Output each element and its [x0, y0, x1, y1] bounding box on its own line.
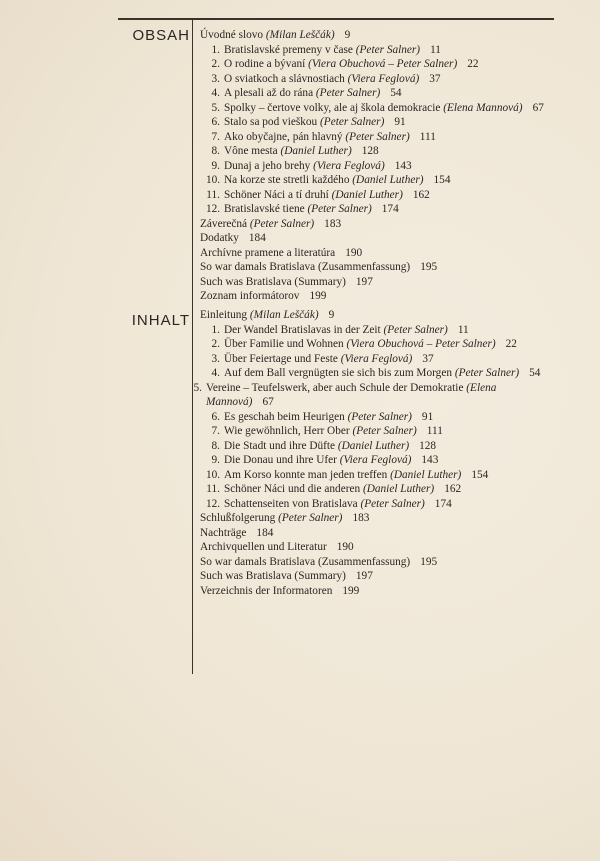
toc-entry-page: 184 — [248, 232, 266, 244]
toc-entry-title: Einleitung — [200, 309, 248, 321]
toc-entry — [200, 308, 560, 323]
toc-entry-page: 190 — [336, 541, 354, 553]
toc-entry-author: (Elena Mannová) — [206, 381, 497, 408]
toc-entry-title: Es geschah beim Heurigen — [224, 410, 345, 423]
toc-entry — [200, 130, 560, 145]
toc-entry-number: 1. — [211, 43, 220, 56]
toc-entry — [200, 289, 560, 304]
toc-entry-author: (Daniel Luther) — [390, 468, 462, 481]
toc-entry-page: 128 — [419, 439, 437, 452]
toc-entry-number: 12. — [206, 203, 221, 215]
toc-entry-number: 9. — [211, 159, 220, 172]
top-rule — [118, 18, 554, 20]
toc-entry-number: 11. — [206, 483, 220, 495]
toc-entry-page: 91 — [421, 410, 434, 423]
toc-entry-number: 10. — [206, 468, 221, 481]
toc-entry-number: 5. — [193, 381, 202, 394]
toc-entry — [200, 188, 560, 203]
toc-entry-page: 143 — [394, 159, 412, 172]
toc-entry-page: 54 — [390, 87, 402, 99]
toc-entry-author: (Daniel Luther) — [331, 188, 403, 201]
toc-entry-page: 190 — [345, 246, 363, 259]
toc-entry — [200, 453, 560, 468]
toc-entry-number: 8. — [211, 145, 220, 157]
toc-entry — [200, 584, 560, 599]
toc-entry-title: Die Stadt und ihre Düfte — [224, 439, 336, 452]
toc-entry-number: 6. — [211, 116, 220, 128]
toc-entry — [193, 381, 560, 410]
toc-entry-title: Wie gewöhnlich, Herr Ober — [224, 425, 350, 437]
toc-entry — [200, 569, 560, 584]
toc-entry-number: 7. — [211, 425, 220, 437]
toc-entry-title: Zoznam informátorov — [200, 290, 300, 302]
toc-entry-title: Vereine – Teufelswerk, aber auch Schule der Demokratie — [206, 381, 464, 394]
toc-entry-title: Nachträge — [200, 526, 247, 539]
toc-entry-number: 3. — [211, 352, 220, 365]
toc-entry-title: Úvodné slovo — [200, 29, 264, 41]
toc-entry — [200, 173, 560, 188]
toc-entry-title: Dodatky — [200, 232, 239, 244]
obsah-toc — [200, 28, 560, 304]
toc-entry-page: 199 — [309, 290, 327, 302]
toc-entry-author: (Peter Salner) — [454, 367, 520, 379]
toc-entry-title: Ako obyčajne, pán hlavný — [224, 130, 343, 143]
toc-entry-page: 162 — [412, 188, 430, 201]
toc-entry — [200, 159, 560, 174]
toc-entry-page: 199 — [342, 584, 360, 597]
toc-entry-author: (Milan Leščák) — [265, 29, 335, 41]
toc-entry-page: 197 — [355, 275, 373, 288]
toc-entry — [200, 366, 560, 381]
toc-entry — [200, 231, 560, 246]
toc-entry-title: Schöner Náci und die anderen — [224, 483, 361, 495]
toc-entry-author: (Daniel Luther) — [337, 439, 410, 452]
toc-entry-author: (Elena Mannová) — [443, 101, 523, 114]
toc-entry-page: 37 — [422, 352, 434, 365]
toc-entry-author: (Viera Feglová) — [339, 454, 412, 466]
toc-entry — [200, 246, 560, 261]
toc-entry-page: 54 — [529, 367, 541, 379]
inhalt-toc — [193, 308, 560, 598]
toc-entry-page: 154 — [433, 174, 451, 186]
toc-entry-page: 11 — [430, 43, 441, 56]
toc-entry-author: (Peter Salner) — [320, 116, 385, 128]
toc-entry-author: (Peter Salner) — [315, 87, 381, 99]
toc-entry-page: 37 — [429, 72, 441, 85]
toc-entry-page: 11 — [457, 323, 469, 336]
toc-entry-page: 128 — [361, 145, 379, 157]
toc-entry — [200, 540, 560, 555]
toc-entry-page: 154 — [471, 468, 489, 481]
toc-entry-page: 111 — [426, 425, 443, 437]
toc-entry-author: (Peter Salner) — [347, 410, 412, 423]
toc-entry — [200, 28, 560, 43]
toc-entry — [200, 115, 560, 130]
toc-entry-number: 2. — [211, 58, 220, 70]
toc-entry-page: 174 — [434, 497, 452, 510]
toc-entry-page: 67 — [262, 396, 274, 408]
toc-entry-title: Bratislavské tiene — [224, 203, 305, 215]
toc-entry-number: 4. — [211, 87, 220, 99]
toc-entry-title: A plesali až do rána — [224, 87, 314, 99]
toc-entry-page: 111 — [419, 130, 436, 143]
toc-entry-page: 174 — [381, 203, 399, 215]
toc-entry-number: 12. — [206, 497, 221, 510]
toc-entry — [200, 217, 560, 232]
toc-entry-author: (Viera Obuchová – Peter Salner) — [308, 58, 458, 70]
toc-entry-author: (Peter Salner) — [345, 130, 410, 143]
toc-entry-page: 183 — [324, 217, 342, 230]
toc-entry — [200, 260, 560, 275]
toc-entry-title: O sviatkoch a slávnostiach — [224, 72, 345, 85]
toc-entry-title: Such was Bratislava (Summary) — [200, 275, 346, 288]
toc-entry — [200, 439, 560, 454]
toc-entry — [200, 555, 560, 570]
toc-entry-page: 143 — [421, 454, 439, 466]
toc-entry-page: 9 — [344, 29, 351, 41]
toc-entry — [200, 101, 560, 116]
toc-entry-title: So war damals Bratislava (Zusammenfassung) — [200, 261, 411, 273]
toc-entry — [200, 86, 560, 101]
toc-entry-number: 1. — [211, 323, 220, 336]
toc-entry-title: O rodine a bývaní — [224, 58, 306, 70]
toc-entry-page: 197 — [355, 570, 373, 582]
toc-entry — [200, 57, 560, 72]
toc-entry-author: (Viera Obuchová – Peter Salner) — [346, 338, 496, 350]
toc-entry-number: 3. — [211, 72, 220, 85]
toc-entry-title: Schlußfolgerung — [200, 512, 276, 524]
toc-entry — [200, 511, 560, 526]
toc-entry — [200, 202, 560, 217]
toc-entry-title: Archivquellen und Literatur — [200, 541, 327, 553]
toc-entry-number: 7. — [211, 130, 220, 143]
toc-entry — [200, 497, 560, 512]
toc-entry-author: (Daniel Luther) — [352, 174, 424, 186]
toc-entry-title: Such was Bratislava (Summary) — [200, 570, 346, 582]
toc-entry — [200, 323, 560, 338]
toc-entry — [200, 43, 560, 58]
toc-entry-title: Der Wandel Bratislavas in der Zeit — [224, 323, 381, 336]
toc-entry-author: (Daniel Luther) — [280, 145, 352, 157]
toc-entry-page: 22 — [505, 338, 517, 350]
toc-entry-author: (Peter Salner) — [360, 497, 425, 510]
toc-entry-number: 5. — [211, 101, 220, 114]
toc-entry-number: 6. — [211, 410, 220, 423]
toc-entry — [200, 337, 560, 352]
toc-entry-page: 67 — [532, 101, 544, 114]
toc-entry-page: 184 — [256, 526, 274, 539]
toc-entry-author: (Milan Leščák) — [249, 309, 319, 321]
toc-entry-author: (Viera Feglová) — [340, 352, 413, 365]
toc-entry-title: Schattenseiten von Bratislava — [224, 497, 358, 510]
toc-entry — [200, 410, 560, 425]
toc-entry-author: (Peter Salner) — [352, 425, 417, 437]
toc-entry-page: 195 — [420, 555, 438, 568]
toc-entry — [200, 144, 560, 159]
vertical-rule — [192, 19, 193, 674]
toc-entry-author: (Peter Salner) — [249, 217, 315, 230]
toc-entry-title: Bratislavské premeny v čase — [224, 43, 353, 56]
toc-entry-title: Záverečná — [200, 217, 248, 230]
toc-entry-author: (Peter Salner) — [278, 512, 343, 524]
toc-entry — [200, 482, 560, 497]
toc-entry-title: So war damals Bratislava (Zusammenfassung) — [200, 555, 411, 568]
toc-entry-title: Am Korso konnte man jeden treffen — [224, 468, 388, 481]
toc-entry-title: Über Feiertage und Feste — [224, 352, 338, 365]
toc-entry-title: Stalo sa pod vieškou — [224, 116, 318, 128]
toc-entry-page: 195 — [420, 261, 438, 273]
toc-entry-title: Verzeichnis der Informatoren — [200, 584, 333, 597]
toc-entry — [200, 424, 560, 439]
toc-entry-page: 22 — [467, 58, 479, 70]
toc-entry-page: 9 — [328, 309, 335, 321]
toc-entry-title: Über Familie und Wohnen — [224, 338, 344, 350]
toc-entry-author: (Daniel Luther) — [362, 483, 435, 495]
inhalt-heading: INHALT — [131, 312, 190, 329]
toc-entry-number: 10. — [206, 174, 221, 186]
toc-entry — [200, 275, 560, 290]
toc-entry-page: 91 — [394, 116, 406, 128]
toc-entry-title: Auf dem Ball vergnügten sie sich bis zum Morgen — [224, 367, 452, 379]
toc-entry — [200, 526, 560, 541]
toc-entry-title: Schöner Náci a tí druhí — [224, 188, 329, 201]
toc-entry-number: 9. — [211, 454, 220, 466]
toc-entry-title: Spolky – čertove volky, ale aj škola demokracie — [224, 101, 441, 114]
toc-entry-title: Dunaj a jeho brehy — [224, 159, 311, 172]
toc-entry-title: Vône mesta — [224, 145, 278, 157]
toc-entry-author: (Viera Feglová) — [313, 159, 385, 172]
toc-entry-page: 162 — [444, 483, 462, 495]
toc-entry — [200, 352, 560, 367]
toc-entry-page: 183 — [352, 512, 370, 524]
toc-entry — [200, 72, 560, 87]
toc-entry-author: (Peter Salner) — [355, 43, 421, 56]
toc-entry-number: 4. — [211, 367, 220, 379]
obsah-heading: OBSAH — [132, 27, 190, 44]
toc-entry-number: 8. — [211, 439, 220, 452]
toc-entry-number: 11. — [206, 188, 220, 201]
toc-entry-title: Archívne pramene a literatúra — [200, 246, 336, 259]
toc-entry-author: (Peter Salner) — [383, 323, 448, 336]
toc-entry-author: (Peter Salner) — [307, 203, 372, 215]
toc-entry-title: Die Donau und ihre Ufer — [224, 454, 337, 466]
toc-entry-author: (Viera Feglová) — [347, 72, 420, 85]
toc-entry-number: 2. — [211, 338, 220, 350]
toc-entry-title: Na korze ste stretli každého — [224, 174, 350, 186]
toc-entry — [200, 468, 560, 483]
